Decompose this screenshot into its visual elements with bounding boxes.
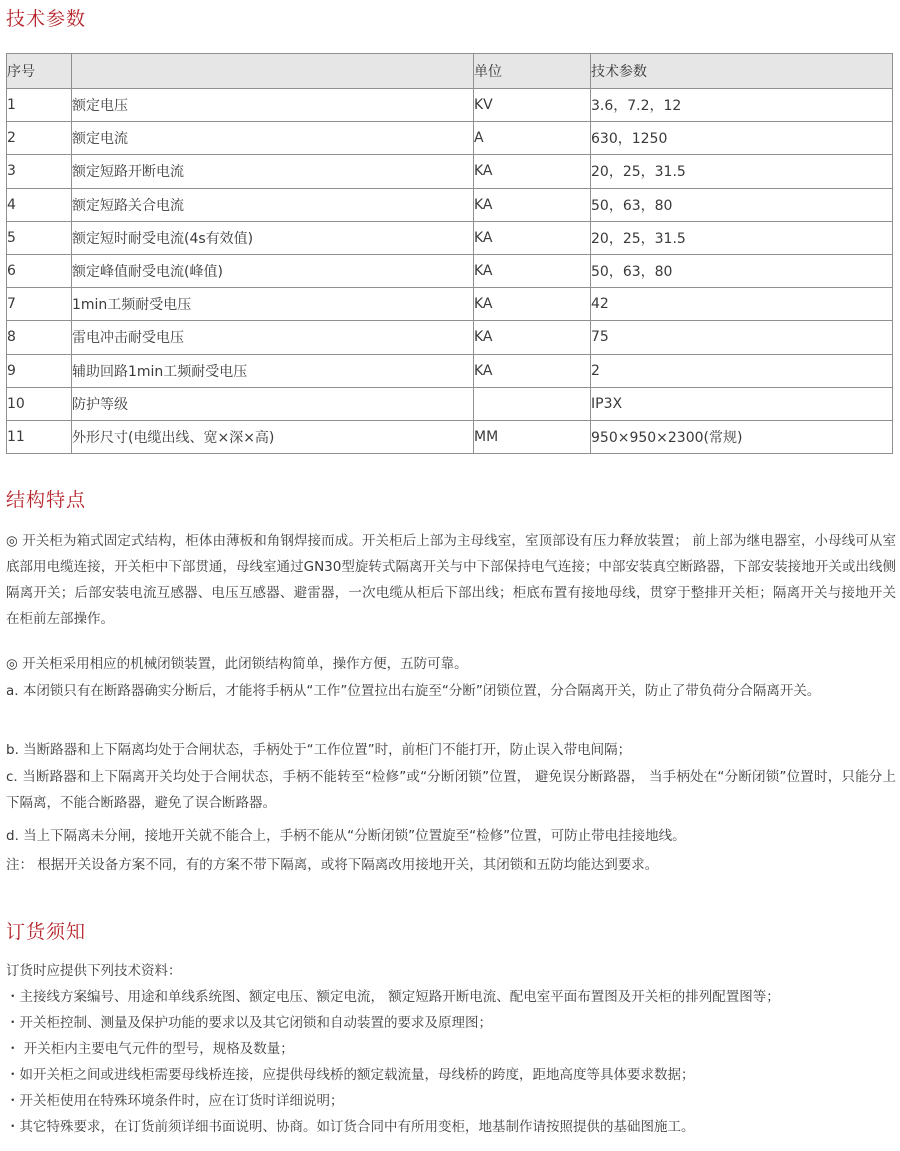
cell-value: 20，25，31.5 [591,221,893,254]
section-title-structure: 结构特点 [6,489,87,511]
tech-params-table [6,53,893,454]
cell-no: 4 [7,188,72,221]
cell-value: IP3X [591,387,893,420]
cell-unit: KA [474,321,591,354]
section-title-tech-params: 技术参数 [6,8,87,30]
list-item: 订货时应提供下列技术资料： [6,963,182,979]
table-row [7,221,893,254]
cell-value: 50，63，80 [591,188,893,221]
table-row [7,288,893,321]
table-row [7,155,893,188]
cell-value: 2 [591,354,893,387]
interlock-item-b: b. 当断路器和上下隔离均处于合闸状态，手柄处于“工作位置”时，前柜门不能打开，防止误入带电间隔； [6,742,632,758]
cell-name: 额定电流 [72,122,474,155]
cell-no: 11 [7,420,72,453]
cell-name: 外形尺寸(电缆出线、宽×深×高) [72,420,474,453]
cell-name: 额定电压 [72,89,474,122]
list-item: ・主接线方案编号、用途和单线系统图、额定电压、额定电流， 额定短路开断电流、配电室平面布置图及开关柜的排列配置图等； [6,989,780,1005]
note-paragraph: 注： 根据开关设备方案不同，有的方案不带下隔离，或将下隔离改用接地开关，其闭锁和五防均能达到要求。 [6,857,659,873]
cell-no: 2 [7,122,72,155]
cell-value: 3.6，7.2，12 [591,89,893,122]
header-no: 序号 [7,54,72,89]
cell-value: 20，25，31.5 [591,155,893,188]
cell-unit: KA [474,221,591,254]
cell-value: 42 [591,288,893,321]
ordering-list [6,958,896,1140]
structure-paragraph-1: ◎ 开关柜为箱式固定式结构，柜体由薄板和角钢焊接而成。开关柜后上部为主母线室，室顶部设有压力释放装置； 前上部为继电器室，小母线可从室底部用电缆连接，开关柜中下部贯通，母线室通过GN30型旋转式隔离开关与中下部保持电气连接；中部安装真空断路器，下部安装接地开关或出线侧隔离开关；后部安装电流互感器、电压互感器、避雷器，一次电缆从柜后下部出线；柜底布置有接地母线，贯穿于整排开关柜；隔离开关与接地开关在柜前左部操作。 [6,533,896,627]
cell-unit: KA [474,354,591,387]
header-value: 技术参数 [591,54,893,89]
cell-value: 630，1250 [591,122,893,155]
cell-unit: A [474,122,591,155]
table-row [7,254,893,287]
cell-unit: KA [474,155,591,188]
cell-unit [474,387,591,420]
cell-name: 防护等级 [72,387,474,420]
interlock-item-d: d. 当上下隔离未分闸，接地开关就不能合上，手柄不能从“分断闭锁”位置旋至“检修”位置，可防止带电挂接地线。 [6,828,686,844]
table-header-row [7,54,893,89]
cell-name: 额定短路关合电流 [72,188,474,221]
cell-unit: KA [474,188,591,221]
header-unit: 单位 [474,54,591,89]
cell-no: 7 [7,288,72,321]
table-row [7,321,893,354]
cell-unit: KA [474,254,591,287]
list-item: ・开关柜控制、测量及保护功能的要求以及其它闭锁和自动装置的要求及原理图； [6,1015,492,1031]
cell-unit: KV [474,89,591,122]
cell-no: 10 [7,387,72,420]
table-row [7,89,893,122]
cell-name: 额定短时耐受电流(4s有效值) [72,221,474,254]
cell-no: 6 [7,254,72,287]
interlock-item-c: c. 当断路器和上下隔离开关均处于合闸状态，手柄不能转至“检修”或“分断闭锁”位置， 避免误分断路器， 当手柄处在“分断闭锁”位置时，只能分上下隔离，不能合断路器，避免了误合断路器。 [6,769,896,811]
cell-name: 1min工频耐受电压 [72,288,474,321]
cell-unit: KA [474,288,591,321]
table-row [7,420,893,453]
table-row [7,188,893,221]
list-item: ・其它特殊要求，在订货前须详细书面说明、协商。如订货合同中有所用变柜，地基制作请按照提供的基础图施工。 [6,1119,695,1135]
table-row [7,354,893,387]
list-item: ・ 开关柜内主要电气元件的型号，规格及数量； [6,1041,294,1057]
cell-unit: MM [474,420,591,453]
structure-paragraph-2: ◎ 开关柜采用相应的机械闭锁装置，此闭锁结构简单，操作方便，五防可靠。 [6,656,468,672]
list-item: ・开关柜使用在特殊环境条件时，应在订货时详细说明； [6,1093,344,1109]
cell-name: 额定短路开断电流 [72,155,474,188]
cell-name: 雷电冲击耐受电压 [72,321,474,354]
cell-name: 额定峰值耐受电流(峰值) [72,254,474,287]
cell-no: 5 [7,221,72,254]
cell-no: 9 [7,354,72,387]
cell-no: 1 [7,89,72,122]
cell-no: 8 [7,321,72,354]
cell-no: 3 [7,155,72,188]
cell-name: 辅助回路1min工频耐受电压 [72,354,474,387]
cell-value: 50，63，80 [591,254,893,287]
cell-value: 950×950×2300(常规) [591,420,893,453]
cell-value: 75 [591,321,893,354]
header-name [72,54,474,89]
table-row [7,387,893,420]
section-title-ordering: 订货须知 [6,921,87,943]
table-row [7,122,893,155]
list-item: ・如开关柜之间或进线柜需要母线桥连接，应提供母线桥的额定载流量，母线桥的跨度，距地高度等具体要求数据； [6,1067,695,1083]
interlock-item-a: a. 本闭锁只有在断路器确实分断后，才能将手柄从“工作”位置拉出右旋至“分断”闭锁位置，分合隔离开关，防止了带负荷分合隔离开关。 [6,683,821,699]
